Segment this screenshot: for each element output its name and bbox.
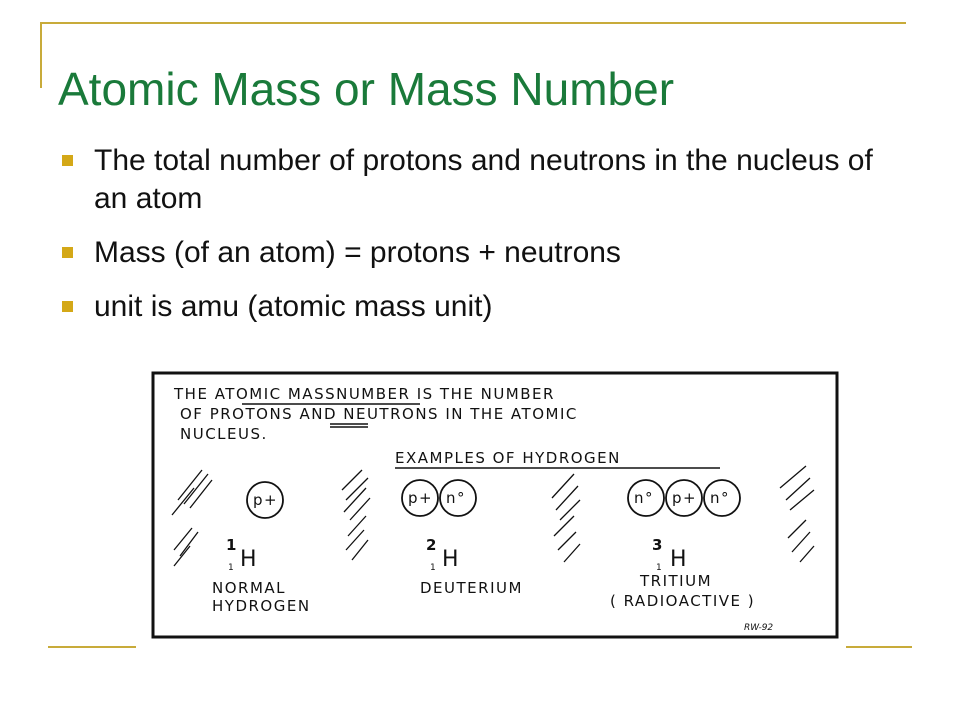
frame-left-rule <box>40 22 42 88</box>
neutron-label: n° <box>710 489 731 507</box>
frame-bottom-rule-right <box>846 646 912 648</box>
isotope-name: TRITIUM <box>640 572 713 590</box>
slide-title: Atomic Mass or Mass Number <box>58 63 675 115</box>
examples-label: EXAMPLES OF HYDROGEN <box>395 449 621 467</box>
hydrogen-isotopes-illustration <box>150 370 840 640</box>
bullet-item <box>62 142 902 218</box>
isotope-name: NORMAL <box>212 579 287 597</box>
artist-signature: RW-92 <box>744 623 774 633</box>
element-symbol: H <box>670 547 687 572</box>
isotope-name: ( RADIOACTIVE ) <box>610 592 756 610</box>
atomic-number: 1 <box>656 563 662 573</box>
element-symbol: H <box>240 547 257 572</box>
bullet-item <box>62 234 902 272</box>
frame-top-rule <box>40 22 906 24</box>
isotope-name: HYDROGEN <box>212 597 311 615</box>
atomic-number: 1 <box>430 563 436 573</box>
isotope-name: DEUTERIUM <box>420 579 523 597</box>
atomic-number: 1 <box>228 563 234 573</box>
proton-label: p+ <box>253 491 279 509</box>
frame-bottom-rule-left <box>48 646 136 648</box>
bullet-text: The total number of protons and neutrons in the nucleus of an atom <box>94 144 873 215</box>
illustration-heading-line: NUCLEUS. <box>180 425 268 443</box>
mass-number: 1 <box>226 536 238 554</box>
element-symbol: H <box>442 547 459 572</box>
bullet-square-icon <box>62 247 73 258</box>
bullet-item <box>62 288 902 326</box>
bullet-text: Mass (of an atom) = protons + neutrons <box>94 236 621 269</box>
bullet-square-icon <box>62 301 73 312</box>
proton-label: p+ <box>672 489 698 507</box>
mass-number: 3 <box>652 536 664 554</box>
neutron-label: n° <box>446 489 467 507</box>
bullet-text: unit is amu (atomic mass unit) <box>94 290 493 323</box>
illustration-heading-line: THE ATOMIC MASSNUMBER IS THE NUMBER <box>174 385 555 403</box>
bullet-square-icon <box>62 155 73 166</box>
illustration-heading-line: OF PROTONS AND NEUTRONS IN THE ATOMIC <box>180 405 578 423</box>
mass-number: 2 <box>426 536 438 554</box>
neutron-label: n° <box>634 489 655 507</box>
proton-label: p+ <box>408 489 434 507</box>
bullet-list <box>62 142 902 342</box>
